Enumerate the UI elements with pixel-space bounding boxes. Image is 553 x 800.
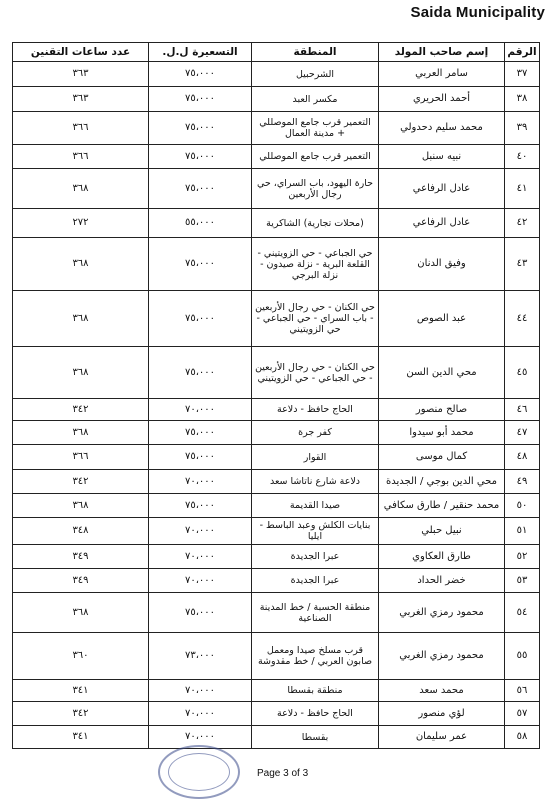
cell-owner-name: طارق العكاوي [379, 545, 505, 569]
cell-area: منطقة بقسطا [252, 680, 379, 702]
cell-rationing-hours: ٣٤١ [13, 726, 149, 749]
table-row [13, 87, 540, 112]
cell-owner-name: محمد أبو سيدوا [379, 421, 505, 445]
cell-area: بنايات الكلش وعبد الباسط - ايليا [252, 518, 379, 545]
cell-price: ٧٠،٠٠٠ [149, 470, 252, 494]
cell-price: ٧٠،٠٠٠ [149, 518, 252, 545]
cell-rationing-hours: ٣٦٨ [13, 494, 149, 518]
cell-number: ٤٣ [505, 238, 540, 291]
column-header-number: الرقم [505, 43, 540, 62]
cell-number: ٥١ [505, 518, 540, 545]
generators-table [12, 42, 540, 749]
cell-area: حي الكنان - حي رجال الأربعين - حي الجباعي - حي الزويتيني [252, 347, 379, 399]
cell-area: حارة اليهود، باب السراي، حي رجال الأربعين [252, 169, 379, 209]
table-row [13, 702, 540, 726]
cell-number: ٤٩ [505, 470, 540, 494]
cell-number: ٤٢ [505, 209, 540, 238]
cell-rationing-hours: ٣٦٨ [13, 238, 149, 291]
cell-price: ٥٥،٠٠٠ [149, 209, 252, 238]
cell-rationing-hours: ٣٤٢ [13, 470, 149, 494]
table-row [13, 445, 540, 470]
cell-price: ٧٠،٠٠٠ [149, 399, 252, 421]
column-header-owner-name: إسم صاحب المولد [379, 43, 505, 62]
cell-price: ٧٥،٠٠٠ [149, 347, 252, 399]
cell-price: ٧٥،٠٠٠ [149, 291, 252, 347]
cell-area: كفر جرة [252, 421, 379, 445]
page-header-title: Saida Municipality [410, 4, 545, 21]
cell-price: ٧٣،٠٠٠ [149, 633, 252, 680]
cell-area: قرب مسلخ صيدا ومعمل صابون العربي / خط مقدوشة [252, 633, 379, 680]
cell-rationing-hours: ٣٤٩ [13, 545, 149, 569]
cell-area: حي الكنان - حي رجال الأربعين - باب السراي - حي الجباعي - حي الزويتيني [252, 291, 379, 347]
table-row [13, 633, 540, 680]
cell-area: عبرا الجديدة [252, 545, 379, 569]
cell-owner-name: محمد سليم دحدولي [379, 112, 505, 145]
cell-area: صيدا القديمة [252, 494, 379, 518]
cell-area: الشرحبيل [252, 62, 379, 87]
cell-price: ٧٥،٠٠٠ [149, 145, 252, 169]
page-number: Page 3 of 3 [257, 768, 309, 779]
table-row [13, 569, 540, 593]
cell-owner-name: أحمد الحريري [379, 87, 505, 112]
cell-rationing-hours: ٢٧٢ [13, 209, 149, 238]
table-row [13, 145, 540, 169]
official-stamp [158, 745, 240, 799]
cell-rationing-hours: ٣٦٣ [13, 87, 149, 112]
cell-rationing-hours: ٣٦٨ [13, 169, 149, 209]
cell-owner-name: نبيه سنبل [379, 145, 505, 169]
cell-owner-name: خضر الحداد [379, 569, 505, 593]
table-row [13, 421, 540, 445]
cell-number: ٥٦ [505, 680, 540, 702]
cell-number: ٤١ [505, 169, 540, 209]
cell-rationing-hours: ٣٦٦ [13, 445, 149, 470]
cell-owner-name: عبد الصوص [379, 291, 505, 347]
cell-owner-name: محي الدين بوجي / الجديدة [379, 470, 505, 494]
cell-number: ٣٩ [505, 112, 540, 145]
cell-area: (محلات تجارية) الشاكرية [252, 209, 379, 238]
table-header-row [13, 43, 540, 62]
table-row [13, 399, 540, 421]
cell-owner-name: محمود رمزي الغربي [379, 633, 505, 680]
cell-price: ٧٠،٠٠٠ [149, 702, 252, 726]
cell-price: ٧٥،٠٠٠ [149, 238, 252, 291]
cell-owner-name: محمد سعد [379, 680, 505, 702]
cell-area: بقسطا [252, 726, 379, 749]
table-row [13, 169, 540, 209]
cell-price: ٧٥،٠٠٠ [149, 445, 252, 470]
table-row [13, 726, 540, 749]
cell-price: ٧٥،٠٠٠ [149, 62, 252, 87]
cell-number: ٤٤ [505, 291, 540, 347]
cell-area: الحاج حافظ - دلاعة [252, 702, 379, 726]
cell-rationing-hours: ٣٦٨ [13, 347, 149, 399]
cell-rationing-hours: ٣٦٨ [13, 593, 149, 633]
cell-rationing-hours: ٣٦٣ [13, 62, 149, 87]
cell-rationing-hours: ٣٤٢ [13, 702, 149, 726]
cell-area: دلاعة شارع ناتاشا سعد [252, 470, 379, 494]
cell-area: عبرا الجديدة [252, 569, 379, 593]
cell-area: حي الجباعي - حي الزويتيني - القلعة البرية - نزلة صيدون - نزلة البرجي [252, 238, 379, 291]
cell-rationing-hours: ٣٤٩ [13, 569, 149, 593]
cell-owner-name: كمال موسى [379, 445, 505, 470]
cell-number: ٤٠ [505, 145, 540, 169]
cell-number: ٥٥ [505, 633, 540, 680]
cell-number: ٤٨ [505, 445, 540, 470]
cell-area: منطقة الحسبة / خط المدينة الصناعية [252, 593, 379, 633]
table-row [13, 238, 540, 291]
cell-area: التعمير قرب جامع الموصللي + مدينة العمال [252, 112, 379, 145]
cell-price: ٧٥،٠٠٠ [149, 593, 252, 633]
column-header-price: التسعيرة ل.ل. [149, 43, 252, 62]
cell-number: ٥٧ [505, 702, 540, 726]
cell-rationing-hours: ٣٦٦ [13, 112, 149, 145]
cell-area: مكسر العبد [252, 87, 379, 112]
table-row [13, 347, 540, 399]
cell-rationing-hours: ٣٦٨ [13, 421, 149, 445]
table-row [13, 680, 540, 702]
cell-owner-name: سامر العربي [379, 62, 505, 87]
cell-number: ٤٥ [505, 347, 540, 399]
cell-owner-name: محمد حنقير / طارق سكافي [379, 494, 505, 518]
column-header-rationing-hours: عدد ساعات التقنين [13, 43, 149, 62]
cell-price: ٧٥،٠٠٠ [149, 421, 252, 445]
table-row [13, 518, 540, 545]
cell-number: ٤٧ [505, 421, 540, 445]
cell-rationing-hours: ٣٤٢ [13, 399, 149, 421]
cell-owner-name: لؤي منصور [379, 702, 505, 726]
cell-rationing-hours: ٣٤١ [13, 680, 149, 702]
table-row [13, 62, 540, 87]
cell-number: ٥٢ [505, 545, 540, 569]
cell-number: ٥٤ [505, 593, 540, 633]
cell-owner-name: نبيل حبلي [379, 518, 505, 545]
cell-number: ٣٨ [505, 87, 540, 112]
cell-owner-name: عادل الرفاعي [379, 209, 505, 238]
cell-rationing-hours: ٣٦٠ [13, 633, 149, 680]
cell-owner-name: محي الدين السن [379, 347, 505, 399]
cell-price: ٧٥،٠٠٠ [149, 494, 252, 518]
cell-rationing-hours: ٣٦٨ [13, 291, 149, 347]
cell-area: القوار [252, 445, 379, 470]
cell-price: ٧٠،٠٠٠ [149, 726, 252, 749]
cell-rationing-hours: ٣٦٦ [13, 145, 149, 169]
cell-owner-name: صالح منصور [379, 399, 505, 421]
cell-owner-name: عادل الرفاعي [379, 169, 505, 209]
cell-price: ٧٠،٠٠٠ [149, 569, 252, 593]
cell-rationing-hours: ٣٤٨ [13, 518, 149, 545]
cell-number: ٤٦ [505, 399, 540, 421]
table-row [13, 209, 540, 238]
cell-owner-name: عمر سليمان [379, 726, 505, 749]
column-header-area: المنطقة [252, 43, 379, 62]
table-row [13, 291, 540, 347]
table-row [13, 593, 540, 633]
cell-number: ٥٠ [505, 494, 540, 518]
table-row [13, 494, 540, 518]
cell-number: ٥٨ [505, 726, 540, 749]
table-row [13, 112, 540, 145]
cell-number: ٥٣ [505, 569, 540, 593]
table-row [13, 545, 540, 569]
cell-price: ٧٥،٠٠٠ [149, 87, 252, 112]
cell-price: ٧٥،٠٠٠ [149, 169, 252, 209]
cell-number: ٣٧ [505, 62, 540, 87]
cell-area: التعمير قرب جامع الموصللي [252, 145, 379, 169]
cell-price: ٧٠،٠٠٠ [149, 680, 252, 702]
cell-price: ٧٠،٠٠٠ [149, 545, 252, 569]
cell-owner-name: وفيق الدنان [379, 238, 505, 291]
cell-price: ٧٥،٠٠٠ [149, 112, 252, 145]
table-row [13, 470, 540, 494]
cell-area: الحاج حافظ - دلاعة [252, 399, 379, 421]
cell-owner-name: محمود رمزي الغربي [379, 593, 505, 633]
